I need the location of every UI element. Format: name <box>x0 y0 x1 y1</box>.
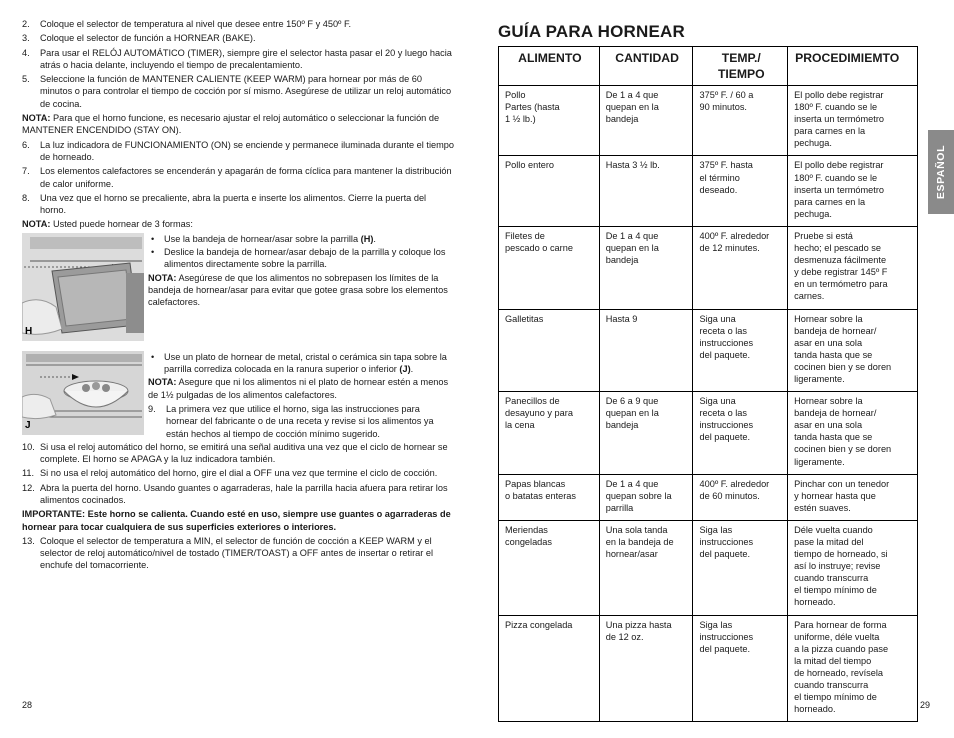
cell-procedimiento: Hornear sobre la bandeja de hornear/ asar en una sola tanda hasta que se cocinen bien y se doren ligeramente. <box>788 309 918 392</box>
step-3: 3. Coloque el selector de función a HORNEAR (BAKE). <box>22 33 256 44</box>
header-procedimiento: PROCEDIMIEMTO <box>788 47 918 86</box>
table-row <box>499 392 918 475</box>
figure-h-bullet-1: • Use la bandeja de hornear/asar sobre la parrilla (H). <box>148 233 454 245</box>
page-number-right: 29 <box>920 700 931 710</box>
figure-j-note: NOTA: Asegure que ni los alimentos ni el plato de hornear estén a menos de 1½ pulgadas de los alimentos calefactores. <box>148 377 449 400</box>
steps-list-a <box>22 18 454 110</box>
cell-temp-tiempo: 375º F. hasta el término deseado. <box>693 156 788 226</box>
cell-procedimiento: El pollo debe registrar 180º F. cuando se le inserta un termómetro para carnes en la pechuga. <box>788 156 918 226</box>
table-row <box>499 156 918 226</box>
cell-cantidad: Hasta 3 ½ lb. <box>599 156 693 226</box>
step-4: 4. Para usar el RELÓJ AUTOMÁTICO (TIMER), siempre gire el selector hasta pasar el 20 y luego hacia atrás o hacia delante, incluyendo el tiempo de precalentamiento. <box>22 47 452 70</box>
table-row <box>499 309 918 392</box>
step-7: 7. Los elementos calefactores se encenderán y apagarán de forma cíclica para mantener la distribución de calor uniforme. <box>22 166 452 189</box>
step-6: 6. La luz indicadora de FUNCIONAMIENTO (ON) se enciende y permanece iluminada durante el tiempo de horneado. <box>22 139 454 162</box>
cell-cantidad: De 6 a 9 que quepan en la bandeja <box>599 392 693 475</box>
cell-temp-tiempo: Siga una receta o las instrucciones del paquete. <box>693 392 788 475</box>
cell-procedimiento: Pinchar con un tenedor y hornear hasta que estén suaves. <box>788 474 918 520</box>
cell-alimento: Pollo Partes (hasta 1 ½ lb.) <box>499 86 600 156</box>
table-row <box>499 615 918 722</box>
cell-alimento: Papas blancas o batatas enteras <box>499 474 600 520</box>
figure-h-block <box>22 233 454 345</box>
figure-h-bullet-2: • Deslice la bandeja de hornear/asar debajo de la parrilla y coloque los alimentos directamente sobre la parrilla. <box>148 246 454 271</box>
cell-alimento: Filetes de pescado o carne <box>499 226 600 309</box>
cell-procedimiento: Para hornear de forma uniforme, déle vuelta a la pizza cuando pase la mitad del tiempo de horneado, revísela cuando transcurra el tiempo mínimo de horneado. <box>788 615 918 722</box>
cell-procedimiento: Hornear sobre la bandeja de hornear/ asar en una sola tanda hasta que se cocinen bien y se doren ligeramente. <box>788 392 918 475</box>
cell-cantidad: De 1 a 4 que quepan sobre la parrilla <box>599 474 693 520</box>
steps-list-b <box>22 139 454 217</box>
cell-alimento: Pollo entero <box>499 156 600 226</box>
steps-list-c <box>22 441 454 506</box>
cell-procedimiento: Déle vuelta cuando pase la mitad del tiempo de horneado, si así lo instruye; revise cuando transcurra el tiempo mínimo de horneado. <box>788 520 918 615</box>
cell-cantidad: Hasta 9 <box>599 309 693 392</box>
table-row <box>499 474 918 520</box>
table-row <box>499 86 918 156</box>
baking-guide-table <box>498 46 918 722</box>
cell-alimento: Meriendas congeladas <box>499 520 600 615</box>
language-tab <box>928 130 954 214</box>
cell-cantidad: De 1 a 4 que quepan en la bandeja <box>599 226 693 309</box>
cell-procedimiento: Pruebe si está hecho; el pescado se desmenuza fácilmente y debe registrar 145º F en un termómetro para carnes. <box>788 226 918 309</box>
table-row <box>499 226 918 309</box>
note-stay-on: NOTA: Para que el horno funcione, es necesario ajustar el reloj automático o seleccionar la función de MANTENER ENCENDIDO (STAY ON). <box>22 113 440 136</box>
step-12: 12. Abra la puerta del horno. Usando guantes o agarraderas, hale la parrilla hacia afuera para retirar los alimentos cocinados. <box>22 482 448 505</box>
figure-j-illustration <box>22 351 144 435</box>
cell-temp-tiempo: 400º F. alrededor de 60 minutos. <box>693 474 788 520</box>
language-tab-label: ESPAÑOL <box>935 144 947 200</box>
header-cantidad: CANTIDAD <box>599 47 693 86</box>
header-temp-tiempo: TEMP./ TIEMPO <box>693 47 788 86</box>
figure-h-text <box>148 233 454 311</box>
cell-cantidad: Una pizza hasta de 12 oz. <box>599 615 693 722</box>
table-body <box>499 86 918 722</box>
step-13: 13. Coloque el selector de temperatura a MIN, el selector de función de cocción a KEEP WARM y el selector de reloj automático/nivel de tostado (TIMER/TOAST) a OFF antes de insertar o retirar el enchufe del tomacorriente. <box>22 535 434 571</box>
cell-alimento: Panecillos de desayuno y para la cena <box>499 392 600 475</box>
step-10: 10. Si usa el reloj automático del horno, se emitirá una señal auditiva una vez que el ciclo de hornear se complete. El horno se APAGA y la luz indicadora también. <box>22 441 448 465</box>
baking-guide-title: GUÍA PARA HORNEAR <box>498 22 685 41</box>
step-11: 11. Si no usa el reloj automático del horno, gire el dial a OFF una vez que termine el ciclo de cocción. <box>22 468 438 479</box>
cell-alimento: Galletitas <box>499 309 600 392</box>
step-2: 2. Coloque el selector de temperatura al nivel que desee entre 150º F y 450º F. <box>22 19 352 29</box>
cell-temp-tiempo: Siga una receta o las instrucciones del paquete. <box>693 309 788 392</box>
cell-temp-tiempo: 375º F. / 60 a 90 minutos. <box>693 86 788 156</box>
figure-j-text <box>148 351 454 442</box>
note-three-ways: NOTA: Usted puede hornear de 3 formas: <box>22 219 193 230</box>
step-5: 5. Seleccione la función de MANTENER CALIENTE (KEEP WARM) para hornear por más de 60 minutos o para controlar el tiempo de cocción por sí mismo. Asegúrese de utilizar un reloj automático de cocina. <box>22 74 452 109</box>
cell-procedimiento: El pollo debe registrar 180º F. cuando se le inserta un termómetro para carnes en la pechuga. <box>788 86 918 156</box>
cell-temp-tiempo: 400º F. alrededor de 12 minutes. <box>693 226 788 309</box>
cell-cantidad: Una sola tanda en la bandeja de hornear/asar <box>599 520 693 615</box>
cell-alimento: Pizza congelada <box>499 615 600 722</box>
step-9: 9. La primera vez que utilice el horno, siga las instrucciones para hornear del fabricante o de una receta y revise si los alimentos ya están hechos al tiempo de cocción mínimo sugerido. <box>148 403 434 439</box>
figure-j-block <box>22 351 454 439</box>
figure-j-bullet-1: • Use un plato de hornear de metal, cristal o cerámica sin tapa sobre la parrilla corrediza colocada en la ranura superior o inferior (J). <box>148 351 454 376</box>
cell-cantidad: De 1 a 4 que quepan en la bandeja <box>599 86 693 156</box>
cell-temp-tiempo: Siga las instrucciones del paquete. <box>693 520 788 615</box>
header-alimento: ALIMENTO <box>499 47 600 86</box>
step-8: 8. Una vez que el horno se precaliente, abra la puerta e inserte los alimentos. Cierre la puerta del horno. <box>22 192 427 216</box>
page-number-left: 28 <box>22 700 33 710</box>
table-header-row <box>499 47 918 86</box>
figure-h-note: NOTA: Asegúrese de que los alimentos no sobrepasen los límites de la bandeja de hornear/asar para evitar que gotee grasa sobre los elementos calefactores. <box>148 272 448 308</box>
important-warning: IMPORTANTE: Este horno se calienta. Cuando esté en uso, siempre use guantes o agarraderas de hornear para tocar cualquiera de sus superficies exteriores o interiores. <box>22 509 451 532</box>
figure-h-illustration <box>22 233 144 341</box>
table-row <box>499 520 918 615</box>
cell-temp-tiempo: Siga las instrucciones del paquete. <box>693 615 788 722</box>
figure-j-letter: J <box>25 420 31 432</box>
figure-h-letter: H <box>25 326 33 338</box>
left-page-content <box>22 18 454 574</box>
